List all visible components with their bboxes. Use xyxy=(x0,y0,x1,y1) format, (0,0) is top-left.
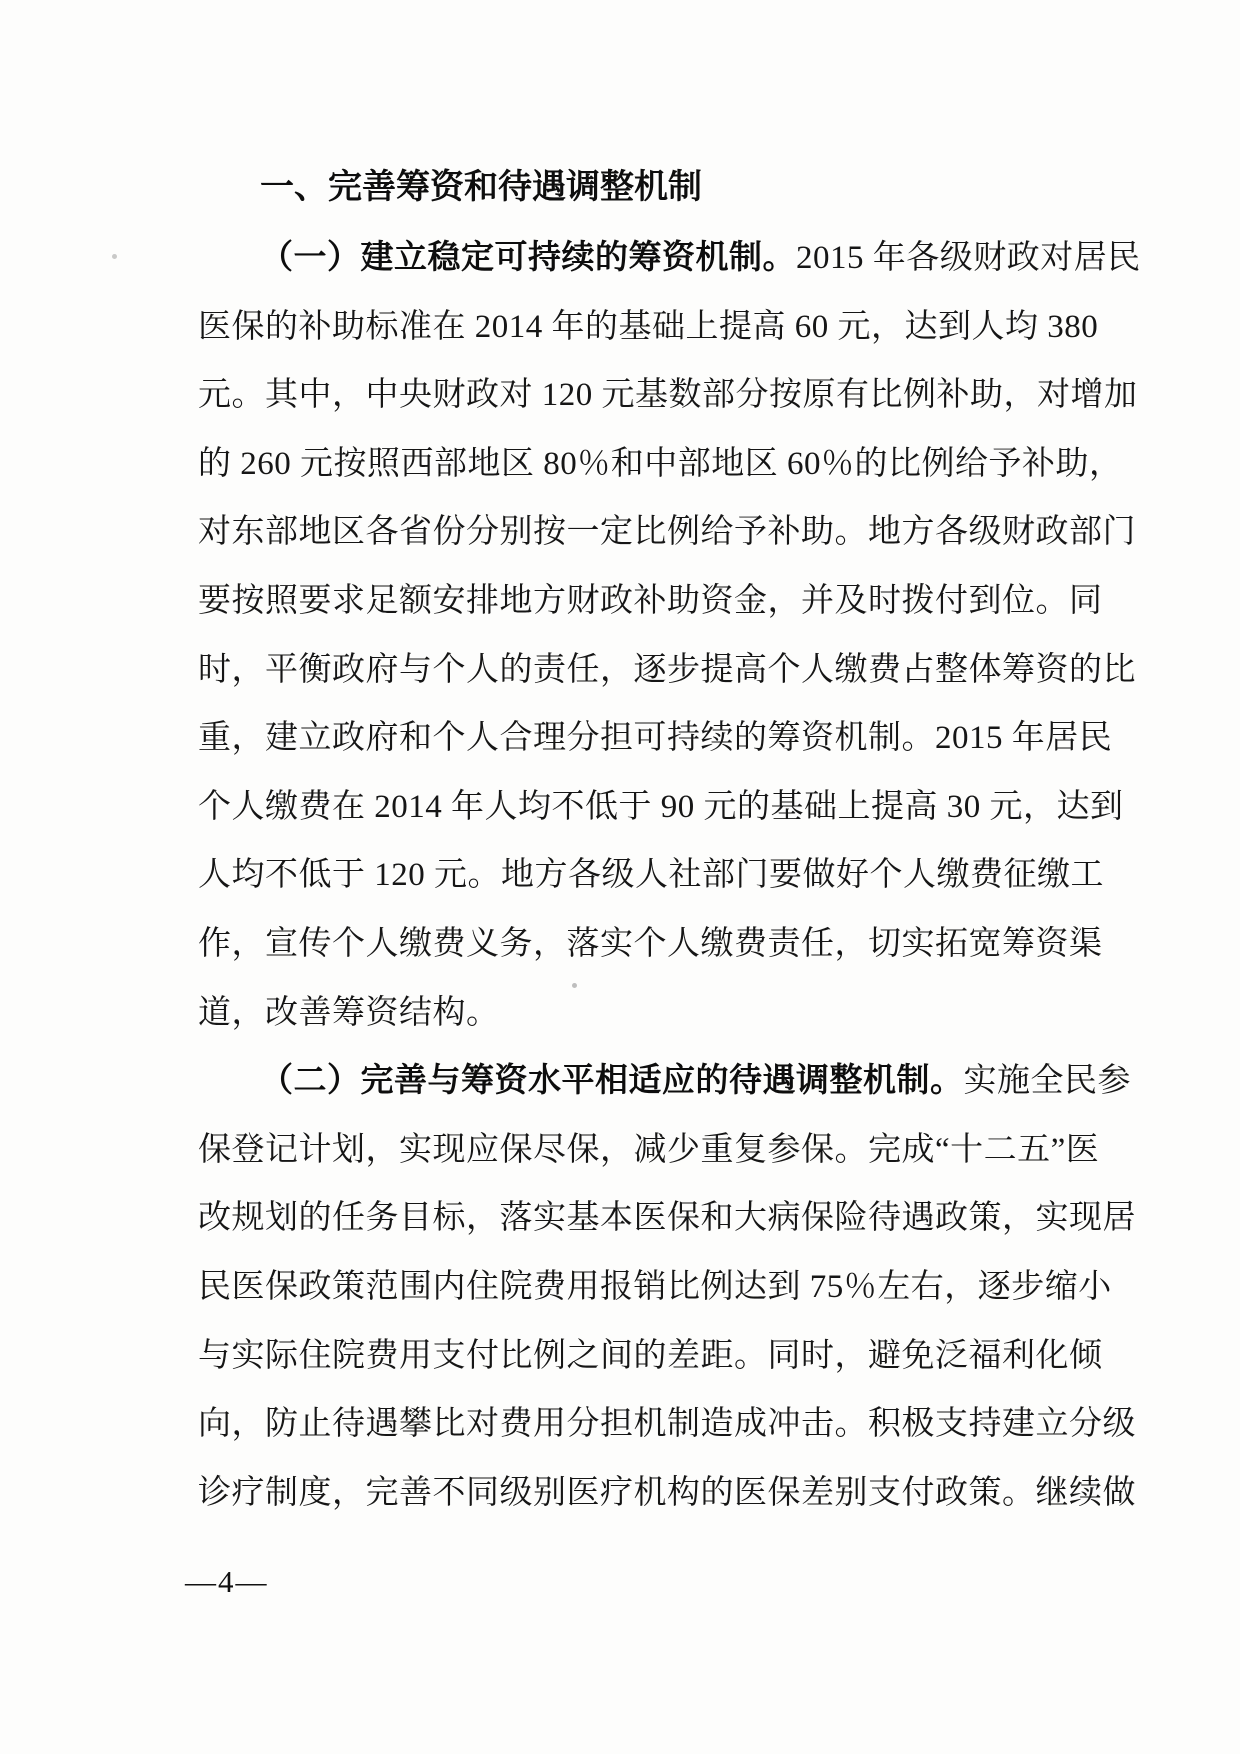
body-line: 时，平衡政府与个人的责任，逐步提高个人缴费占整体筹资的比 xyxy=(198,651,1136,688)
scan-artifact-dot xyxy=(112,254,117,259)
body-line: 元。其中，中央财政对 120 元基数部分按原有比例补助，对增加 xyxy=(198,377,1138,414)
body-line: （一）建立稳定可持续的筹资机制。2015 年各级财政对居民 xyxy=(260,240,1141,276)
body-line: 重，建立政府和个人合理分担可持续的筹资机制。2015 年居民 xyxy=(198,720,1113,757)
body-line: 改规划的任务目标，落实基本医保和大病保险待遇政策，实现居 xyxy=(198,1200,1136,1237)
body-line: 与实际住院费用支付比例之间的差距。同时，避免泛福利化倾 xyxy=(198,1337,1103,1374)
body-line: 个人缴费在 2014 年人均不低于 90 元的基础上提高 30 元，达到 xyxy=(198,788,1124,825)
paragraph-bold-lead: （二）完善与筹资水平相适应的待遇调整机制。 xyxy=(260,1063,964,1100)
body-line: （二）完善与筹资水平相适应的待遇调整机制。实施全民参 xyxy=(260,1063,1131,1100)
body-line: 的 260 元按照西部地区 80％和中部地区 60％的比例给予补助， xyxy=(198,445,1123,482)
page-number: —4— xyxy=(185,1564,269,1599)
body-line: 诊疗制度，完善不同级别医疗机构的医保差别支付政策。继续做 xyxy=(198,1474,1136,1511)
body-line: 人均不低于 120 元。地方各级人社部门要做好个人缴费征缴工 xyxy=(198,857,1104,894)
scan-artifact-dot xyxy=(572,983,577,988)
body-line: 要按照要求足额安排地方财政补助资金，并及时拨付到位。同 xyxy=(198,582,1103,619)
body-line: 向，防止待遇攀比对费用分担机制造成冲击。积极支持建立分级 xyxy=(198,1406,1136,1443)
body-line: 作，宣传个人缴费义务，落实个人缴费责任，切实拓宽筹资渠 xyxy=(198,925,1103,962)
body-line: 医保的补助标准在 2014 年的基础上提高 60 元，达到人均 380 xyxy=(198,308,1099,345)
body-text xyxy=(198,224,1141,1527)
paragraph-bold-lead: （一）建立稳定可持续的筹资机制。 xyxy=(260,240,796,276)
body-line: 保登记计划，实现应保尽保，减少重复参保。完成“十二五”医 xyxy=(198,1131,1100,1168)
body-line: 道，改善筹资结构。 xyxy=(198,994,500,1031)
body-line: 民医保政策范围内住院费用报销比例达到 75％左右，逐步缩小 xyxy=(198,1268,1112,1305)
section-heading: 一、完善筹资和待遇调整机制 xyxy=(260,168,702,206)
body-line: 对东部地区各省份分别按一定比例给予补助。地方各级财政部门 xyxy=(198,514,1136,551)
